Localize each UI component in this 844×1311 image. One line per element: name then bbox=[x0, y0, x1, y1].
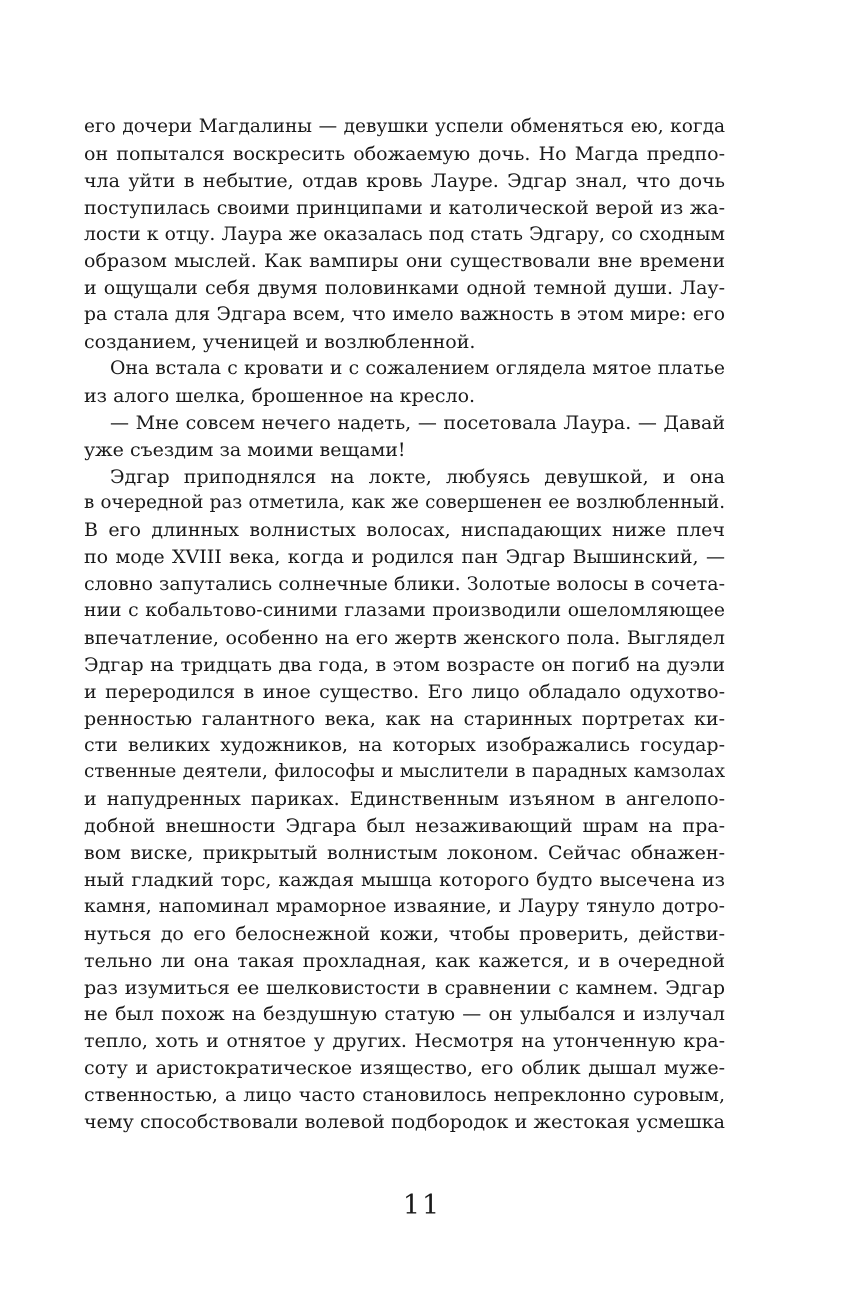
text-line: тепло, хоть и отнятое у других. Несмотря на утонченную кра- bbox=[84, 1030, 725, 1053]
text-line: уже съездим за моими вещами! bbox=[84, 438, 406, 461]
text-line: и переродился в иное существо. Его лицо обладало одухотво- bbox=[84, 680, 725, 703]
text-line: и напудренных париках. Единственным изъяном в ангелопо- bbox=[84, 788, 725, 811]
text-line: сти великих художников, на которых изображались государ- bbox=[84, 734, 725, 757]
text-line: ственностью, а лицо часто становилось непреклонно суровым, bbox=[84, 1084, 725, 1107]
text-line: ственные деятели, философы и мыслители в парадных камзолах bbox=[84, 761, 725, 783]
text-line: словно запутались солнечные блики. Золотые волосы в сочета- bbox=[84, 573, 725, 596]
text-line: чла уйти в небытие, отдав кровь Лауре. Эдгар знал, что дочь bbox=[84, 169, 725, 192]
text-line: его дочери Магдалины — девушки успели обменяться ею, когда bbox=[84, 116, 725, 137]
text-line: созданием, ученицей и возлюбленной. bbox=[84, 331, 476, 354]
text-line: ра стала для Эдгара всем, что имело важность в этом мире: его bbox=[84, 304, 725, 326]
text-line: — Мне совсем нечего надеть, — посетовала Лаура. — Давай bbox=[110, 411, 725, 434]
text-line: камня, напоминал мраморное изваяние, и Лауру тянуло дотро- bbox=[84, 895, 725, 917]
text-line: в очередной раз отметила, как же совершенен ее возлюбленный. bbox=[84, 492, 725, 514]
text-line: тельно ли она такая прохладная, как кажется, и в очередной bbox=[84, 949, 725, 972]
text-line: чему способствовали волевой подбородок и жестокая усмешка bbox=[84, 1110, 725, 1133]
text-line: Она встала с кровати и с сожалением оглядела мятое платье bbox=[110, 358, 725, 380]
text-line: Эдгар приподнялся на локте, любуясь девушкой, и она bbox=[110, 465, 725, 488]
text-line: нуться до его белоснежной кожи, чтобы проверить, действи- bbox=[84, 922, 725, 945]
text-line: ренностью галантного века, как на старинных портретах ки- bbox=[84, 707, 725, 730]
text-line: из алого шелка, брошенное на кресло. bbox=[84, 384, 476, 407]
text-line: соту и аристократическое изящество, его облик дышал муже- bbox=[84, 1057, 725, 1080]
text-line: добной внешности Эдгара был незаживающий шрам на пра- bbox=[84, 815, 725, 838]
text-line: образом мыслей. Как вампиры они существовали вне времени bbox=[84, 250, 725, 273]
page-body bbox=[84, 114, 725, 1136]
text-line: по моде XVIII века, когда и родился пан Эдгар Вышинский, — bbox=[84, 546, 725, 569]
text-line: В его длинных волнистых волосах, ниспадающих ниже плеч bbox=[84, 519, 725, 542]
page-number: 11 bbox=[402, 1190, 442, 1221]
text-line: впечатление, особенно на его жертв женского пола. Выглядел bbox=[84, 626, 725, 649]
text-line: ный гладкий торс, каждая мышца которого будто высечена из bbox=[84, 868, 725, 891]
text-line: лости к отцу. Лаура же оказалась под стать Эдгару, со сходным bbox=[84, 223, 725, 245]
text-line: Эдгар на тридцать два года, в этом возрасте он погиб на дуэли bbox=[84, 653, 725, 676]
text-line: не был похож на бездушную статую — он улыбался и излучал bbox=[84, 1003, 725, 1026]
text-line: вом виске, прикрытый волнистым локоном. Сейчас обнажен- bbox=[84, 842, 725, 865]
text-line: нии с кобальтово-синими глазами производили ошеломляющее bbox=[84, 600, 725, 622]
text-line: и ощущали себя двумя половинками одной темной души. Лау- bbox=[84, 277, 725, 300]
text-line: он попытался воскресить обожаемую дочь. Но Магда предпо- bbox=[84, 142, 725, 165]
text-line: раз изумиться ее шелковистости в сравнении с камнем. Эдгар bbox=[84, 976, 725, 999]
text-line: поступилась своими принципами и католической верой из жа- bbox=[84, 196, 725, 219]
